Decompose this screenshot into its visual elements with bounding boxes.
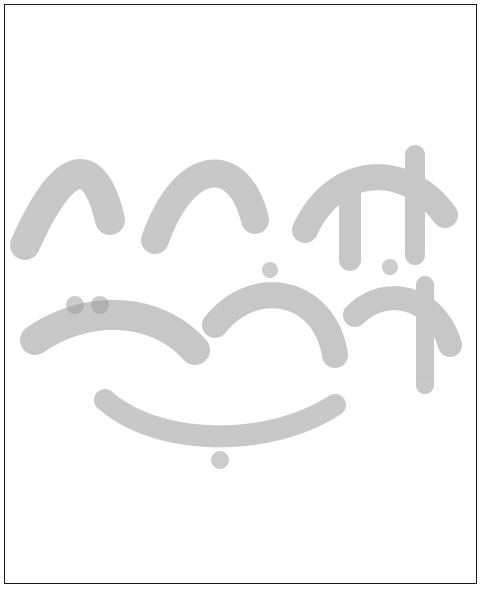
story-paragraph [13,99,468,116]
story-paragraph [13,78,468,95]
story-paragraph [13,13,468,30]
story-paragraph [13,531,468,548]
story-paragraph [13,143,468,160]
story-paragraph [13,402,468,419]
story-paragraph [13,359,468,376]
story-paragraph [13,510,468,527]
story-paragraph [13,466,468,483]
story-paragraph [13,35,468,52]
story-paragraph [13,186,468,203]
story-paragraph [13,488,468,505]
story-paragraph [13,337,468,354]
story-paragraph [13,423,468,440]
story-paragraph [13,56,468,73]
scanned-page [4,4,477,584]
story-paragraph [13,445,468,462]
story-paragraph [13,121,468,138]
story-text [13,13,468,575]
story-paragraph [13,294,468,311]
story-paragraph [13,553,468,570]
story-paragraph [13,272,468,289]
story-paragraph [13,207,468,224]
story-paragraph [13,380,468,397]
story-paragraph [13,229,468,246]
story-paragraph [13,164,468,181]
story-paragraph [13,251,468,268]
story-paragraph [13,315,468,332]
